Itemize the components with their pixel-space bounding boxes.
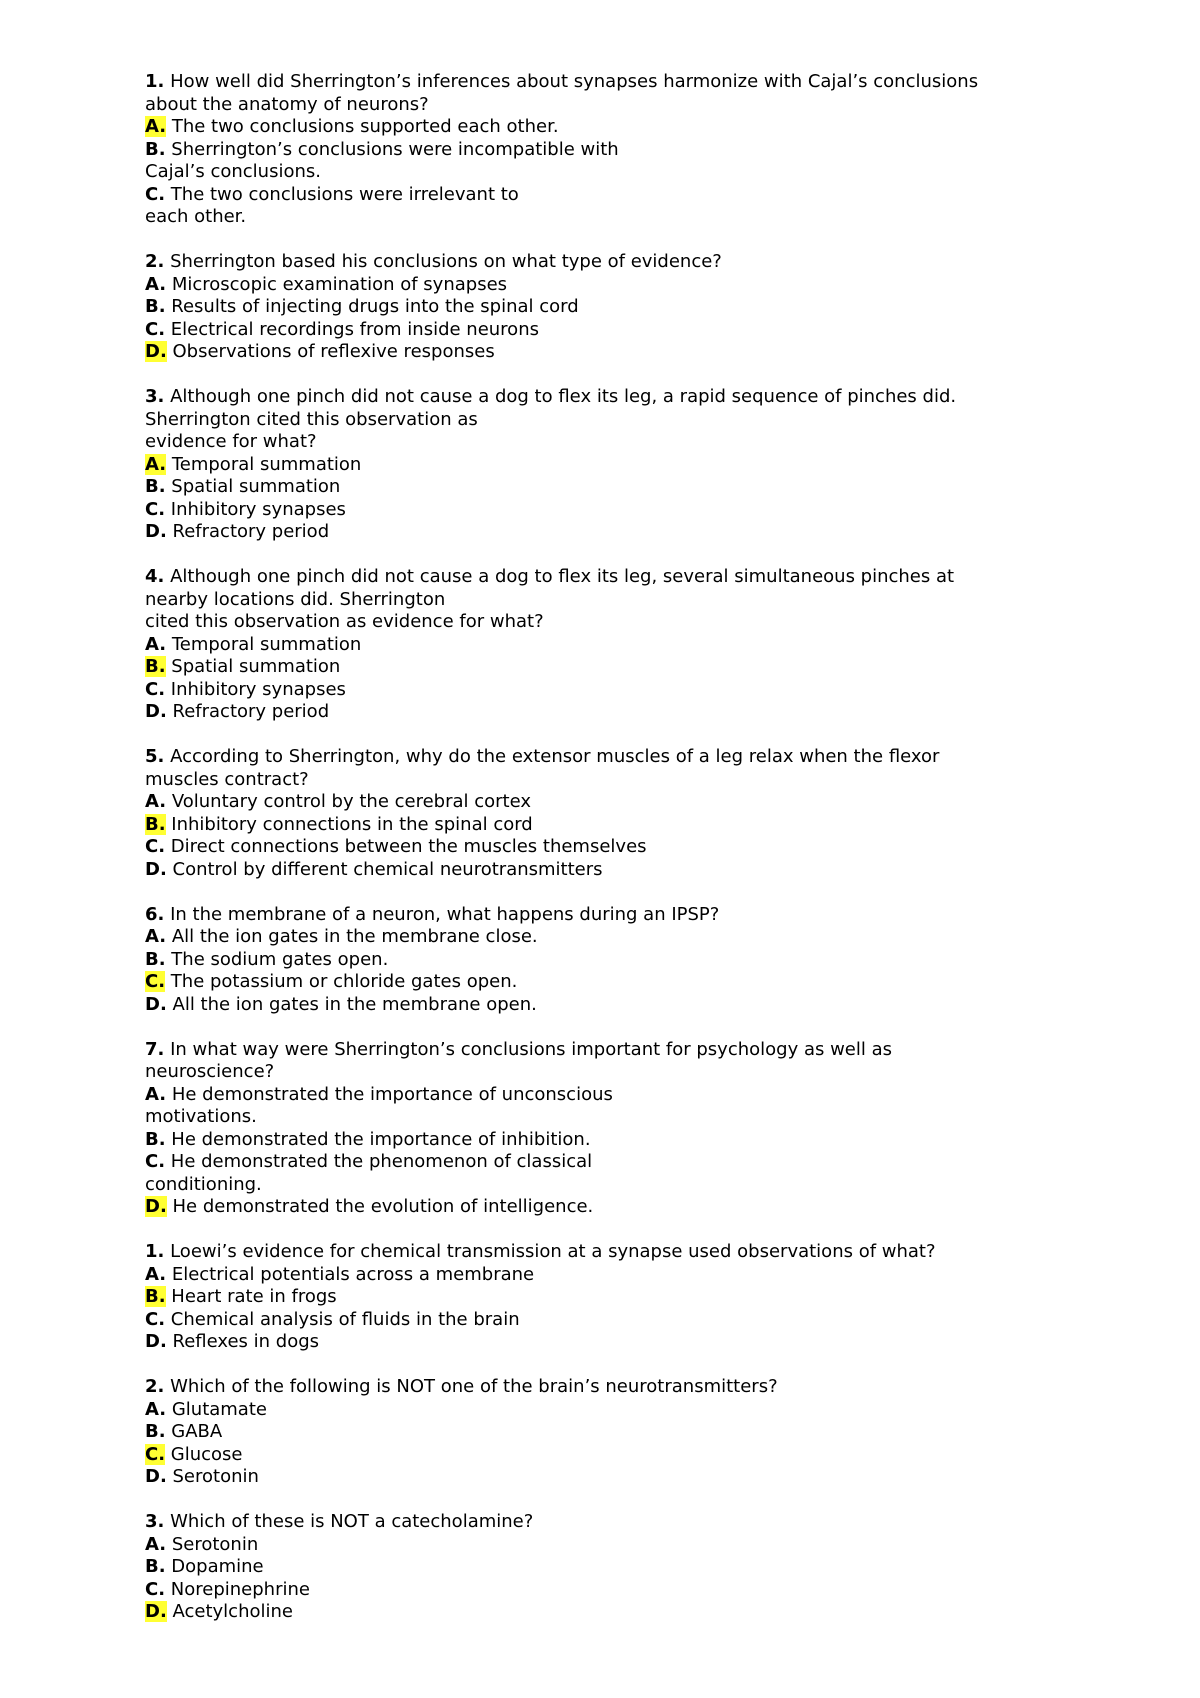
answer-letter: D. — [145, 701, 167, 722]
answer-letter: A. — [145, 1263, 167, 1285]
answer-option-line — [145, 701, 1100, 724]
question-stem-line — [145, 1511, 1100, 1534]
answer-option-text: All the ion gates in the membrane close. — [166, 926, 538, 947]
answer-option-line — [145, 1264, 1100, 1287]
answer-option-text: Electrical recordings from inside neurons — [165, 318, 539, 340]
answer-option-text: Spatial summation — [165, 656, 341, 677]
answer-letter: B. — [145, 948, 166, 970]
question-stem-line — [145, 589, 1100, 612]
answer-option-text: Refractory period — [166, 701, 330, 722]
answer-letter: A. — [145, 926, 167, 947]
answer-option-line — [145, 656, 1100, 679]
answer-option-text: Observations of reflexive responses — [166, 341, 495, 362]
answer-letter: D. — [145, 993, 167, 1015]
question-block — [145, 904, 1100, 1017]
answer-option-text: Chemical analysis of fluids in the brain — [165, 1308, 520, 1330]
question-stem-text: Although one pinch did not cause a dog to flex its leg, several simultaneous pinches at — [164, 566, 955, 587]
answer-letter: B. — [145, 1128, 166, 1150]
answer-letter: C. — [145, 183, 166, 205]
answer-option-line — [145, 499, 1100, 522]
question-block — [145, 251, 1100, 364]
question-stem-line — [145, 431, 1100, 454]
answer-letter-highlighted: A. — [145, 116, 167, 137]
answer-option-text: The sodium gates open. — [165, 948, 389, 970]
question-stem-text: cited this observation as evidence for what? — [145, 611, 544, 632]
answer-option-line — [145, 184, 1100, 207]
answer-option-text: Direct connections between the muscles themselves — [165, 836, 647, 857]
answer-option-text: Dopamine — [165, 1556, 264, 1577]
answer-option-text: All the ion gates in the membrane open. — [166, 993, 537, 1015]
question-stem-line — [145, 566, 1100, 589]
question-stem-text: nearby locations did. Sherrington — [145, 588, 446, 610]
answer-option-text: The potassium or chloride gates open. — [165, 971, 518, 992]
question-stem-text: How well did Sherrington’s inferences about synapses harmonize with Cajal’s conclusions — [164, 71, 979, 92]
answer-option-line — [145, 814, 1100, 837]
answer-letter: D. — [145, 858, 167, 880]
answer-letter: C. — [145, 1308, 166, 1330]
answer-letter: B. — [145, 1556, 166, 1577]
answer-option-line — [145, 116, 1100, 139]
answer-option-line — [145, 1106, 1100, 1129]
answer-letter: D. — [145, 1331, 167, 1352]
answer-option-line — [145, 1309, 1100, 1332]
question-stem-line — [145, 386, 1100, 409]
answer-option-text: Voluntary control by the cerebral cortex — [166, 791, 532, 812]
question-number: 4. — [145, 566, 165, 587]
question-block — [145, 71, 1100, 229]
question-block — [145, 746, 1100, 881]
question-stem-line — [145, 94, 1100, 117]
answer-letter: A. — [145, 1083, 167, 1105]
answer-option-text: GABA — [165, 1421, 223, 1442]
answer-option-text: Inhibitory synapses — [165, 498, 346, 520]
question-stem-line — [145, 1039, 1100, 1062]
answer-option-text: Temporal summation — [166, 633, 362, 655]
answer-option-text: He demonstrated the importance of unconscious — [166, 1083, 613, 1105]
answer-option-line — [145, 206, 1100, 229]
answer-letter-highlighted: C. — [145, 971, 166, 992]
question-block — [145, 566, 1100, 724]
question-number: 3. — [145, 1511, 165, 1532]
answer-option-line — [145, 1196, 1100, 1219]
question-stem-line — [145, 1376, 1100, 1399]
answer-option-line — [145, 296, 1100, 319]
answer-letter: B. — [145, 476, 166, 497]
question-number: 7. — [145, 1038, 165, 1060]
answer-option-text: Glucose — [165, 1443, 243, 1465]
answer-letter: A. — [145, 273, 167, 295]
answer-option-text: each other. — [145, 206, 247, 227]
answer-letter-highlighted: B. — [145, 656, 166, 677]
answer-option-line — [145, 1084, 1100, 1107]
question-stem-text: According to Sherrington, why do the extensor muscles of a leg relax when the flexor — [164, 746, 940, 767]
question-stem-text: Which of the following is NOT one of the brain’s neurotransmitters? — [164, 1376, 778, 1397]
question-block — [145, 1511, 1100, 1624]
answer-option-line — [145, 791, 1100, 814]
answer-option-text: Heart rate in frogs — [165, 1286, 337, 1307]
answer-option-line — [145, 994, 1100, 1017]
question-stem-line — [145, 1061, 1100, 1084]
answer-letter: C. — [145, 836, 166, 857]
answer-option-line — [145, 679, 1100, 702]
answer-option-line — [145, 926, 1100, 949]
answer-letter-highlighted: D. — [145, 1196, 167, 1217]
question-stem-line — [145, 251, 1100, 274]
question-stem-text: neuroscience? — [145, 1061, 275, 1082]
question-stem-line — [145, 1241, 1100, 1264]
answer-option-line — [145, 476, 1100, 499]
answer-letter: C. — [145, 678, 166, 700]
answer-option-line — [145, 859, 1100, 882]
answer-option-text: Temporal summation — [166, 453, 362, 475]
question-stem-line — [145, 611, 1100, 634]
answer-option-text: Spatial summation — [165, 476, 341, 497]
answer-letter: C. — [145, 498, 166, 520]
answer-option-line — [145, 1579, 1100, 1602]
answer-letter-highlighted: C. — [145, 1443, 166, 1465]
answer-option-text: He demonstrated the evolution of intelligence. — [166, 1196, 594, 1217]
question-stem-text: about the anatomy of neurons? — [145, 93, 429, 115]
answer-option-text: Refractory period — [166, 521, 330, 542]
answer-option-line — [145, 274, 1100, 297]
answer-option-line — [145, 1466, 1100, 1489]
answer-option-line — [145, 1601, 1100, 1624]
question-number: 3. — [145, 386, 165, 407]
answer-option-line — [145, 1286, 1100, 1309]
question-stem-line — [145, 71, 1100, 94]
answer-option-line — [145, 341, 1100, 364]
answer-option-line — [145, 634, 1100, 657]
answer-option-text: Microscopic examination of synapses — [166, 273, 508, 295]
question-stem-text: Although one pinch did not cause a dog to flex its leg, a rapid sequence of pinches did. — [164, 386, 957, 407]
answer-option-text: He demonstrated the phenomenon of classical — [165, 1151, 593, 1172]
question-number: 2. — [145, 1376, 165, 1397]
answer-option-text: conditioning. — [145, 1173, 262, 1195]
answer-option-line — [145, 1556, 1100, 1579]
question-stem-text: Loewi’s evidence for chemical transmission at a synapse used observations of what? — [164, 1241, 936, 1262]
answer-option-text: Glutamate — [166, 1398, 267, 1420]
question-number: 2. — [145, 251, 165, 272]
answer-letter: B. — [145, 138, 166, 160]
answer-option-line — [145, 971, 1100, 994]
question-block — [145, 386, 1100, 544]
answer-option-text: Serotonin — [166, 1533, 259, 1555]
answer-letter: C. — [145, 1578, 166, 1600]
answer-option-line — [145, 1534, 1100, 1557]
question-stem-text: Sherrington based his conclusions on what type of evidence? — [164, 251, 722, 272]
question-stem-line — [145, 904, 1100, 927]
answer-letter-highlighted: B. — [145, 1286, 166, 1307]
answer-option-line — [145, 161, 1100, 184]
answer-option-line — [145, 319, 1100, 342]
question-number: 5. — [145, 746, 165, 767]
answer-letter: C. — [145, 318, 166, 340]
question-stem-text: Which of these is NOT a catecholamine? — [164, 1511, 534, 1532]
question-stem-line — [145, 769, 1100, 792]
answer-letter: A. — [145, 633, 167, 655]
question-number: 1. — [145, 71, 165, 92]
answer-option-line — [145, 1129, 1100, 1152]
answer-option-text: Acetylcholine — [166, 1601, 293, 1622]
question-stem-text: In what way were Sherrington’s conclusions important for psychology as well as — [164, 1038, 893, 1060]
answer-letter-highlighted: B. — [145, 813, 166, 835]
answer-letter: B. — [145, 1421, 166, 1442]
answer-option-text: Sherrington’s conclusions were incompatible with — [165, 138, 619, 160]
answer-letter: C. — [145, 1151, 166, 1172]
question-block — [145, 1241, 1100, 1354]
answer-option-line — [145, 1151, 1100, 1174]
answer-letter-highlighted: D. — [145, 1601, 167, 1622]
answer-option-line — [145, 1331, 1100, 1354]
question-stem-text: In the membrane of a neuron, what happens during an IPSP? — [164, 903, 720, 925]
answer-option-text: Reflexes in dogs — [166, 1331, 320, 1352]
answer-option-text: The two conclusions supported each other. — [166, 116, 559, 137]
answer-option-line — [145, 1399, 1100, 1422]
answer-letter: D. — [145, 1466, 167, 1487]
question-number: 1. — [145, 1241, 165, 1262]
answer-letter: A. — [145, 791, 167, 812]
answer-option-text: Results of injecting drugs into the spinal cord — [165, 296, 579, 317]
answer-option-line — [145, 139, 1100, 162]
answer-letter: D. — [145, 521, 167, 542]
question-stem-text: evidence for what? — [145, 431, 317, 452]
answer-option-text: He demonstrated the importance of inhibition. — [165, 1128, 591, 1150]
answer-letter-highlighted: D. — [145, 341, 167, 362]
question-number: 6. — [145, 903, 165, 925]
question-stem-line — [145, 409, 1100, 432]
answer-letter: B. — [145, 296, 166, 317]
question-stem-text: Sherrington cited this observation as — [145, 408, 478, 430]
answer-letter-highlighted: A. — [145, 453, 167, 475]
answer-option-line — [145, 1421, 1100, 1444]
answer-option-line — [145, 1444, 1100, 1467]
answer-letter: A. — [145, 1533, 167, 1555]
answer-option-line — [145, 949, 1100, 972]
answer-option-line — [145, 521, 1100, 544]
answer-option-text: motivations. — [145, 1106, 257, 1127]
answer-option-line — [145, 1174, 1100, 1197]
answer-option-text: Inhibitory connections in the spinal cord — [165, 813, 533, 835]
answer-option-text: The two conclusions were irrelevant to — [165, 183, 519, 205]
answer-option-text: Cajal’s conclusions. — [145, 161, 321, 182]
answer-option-text: Norepinephrine — [165, 1578, 310, 1600]
question-block — [145, 1039, 1100, 1219]
answer-option-text: Inhibitory synapses — [165, 678, 346, 700]
answer-letter: A. — [145, 1398, 167, 1420]
question-stem-text: muscles contract? — [145, 768, 309, 790]
question-block — [145, 1376, 1100, 1489]
answer-option-text: Control by different chemical neurotransmitters — [166, 858, 603, 880]
answer-option-text: Electrical potentials across a membrane — [166, 1263, 535, 1285]
question-stem-line — [145, 746, 1100, 769]
answer-option-line — [145, 454, 1100, 477]
answer-option-line — [145, 836, 1100, 859]
answer-option-text: Serotonin — [166, 1466, 259, 1487]
